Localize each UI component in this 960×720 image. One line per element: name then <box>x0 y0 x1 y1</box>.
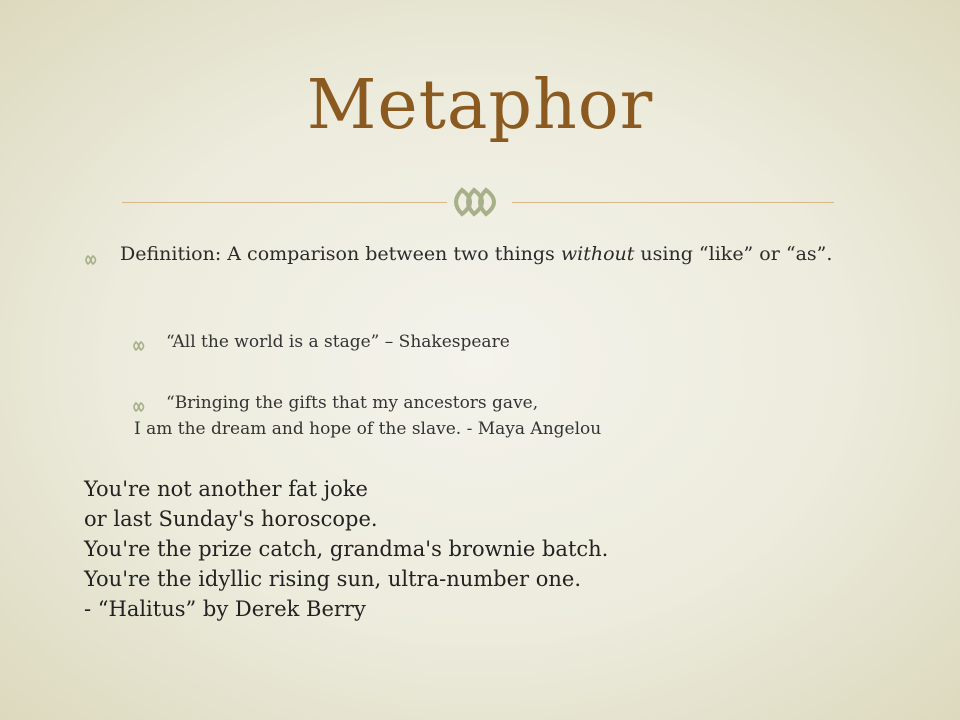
bullet-ornament-icon <box>84 248 100 260</box>
definition-bullet <box>84 242 844 266</box>
poem-line: You're the idyllic rising sun, ultra-number one. <box>84 567 582 591</box>
poem-line: or last Sunday's horoscope. <box>84 507 378 531</box>
poem-excerpt <box>84 474 904 624</box>
poem-line: You're the prize catch, grandma's brownie batch. <box>84 537 609 561</box>
example-text: “All the world is a stage” – Shakespeare <box>166 332 510 352</box>
poem-attribution: - “Halitus” by Derek Berry <box>84 597 366 621</box>
bullet-ornament-icon <box>132 336 148 348</box>
example-bullet <box>132 331 832 353</box>
example-text <box>134 392 602 440</box>
bullet-ornament-icon <box>132 397 148 409</box>
slide-title: Metaphor <box>306 66 654 145</box>
example-line-1: “Bringing the gifts that my ancestors gave, <box>166 393 539 413</box>
example-line-2: I am the dream and hope of the slave. - Maya Angelou <box>134 419 602 439</box>
poem-line: You're not another fat joke <box>84 477 368 501</box>
definition-text: Definition: A comparison between two things without using “like” or “as”. <box>120 243 833 265</box>
example-bullet <box>132 392 832 440</box>
